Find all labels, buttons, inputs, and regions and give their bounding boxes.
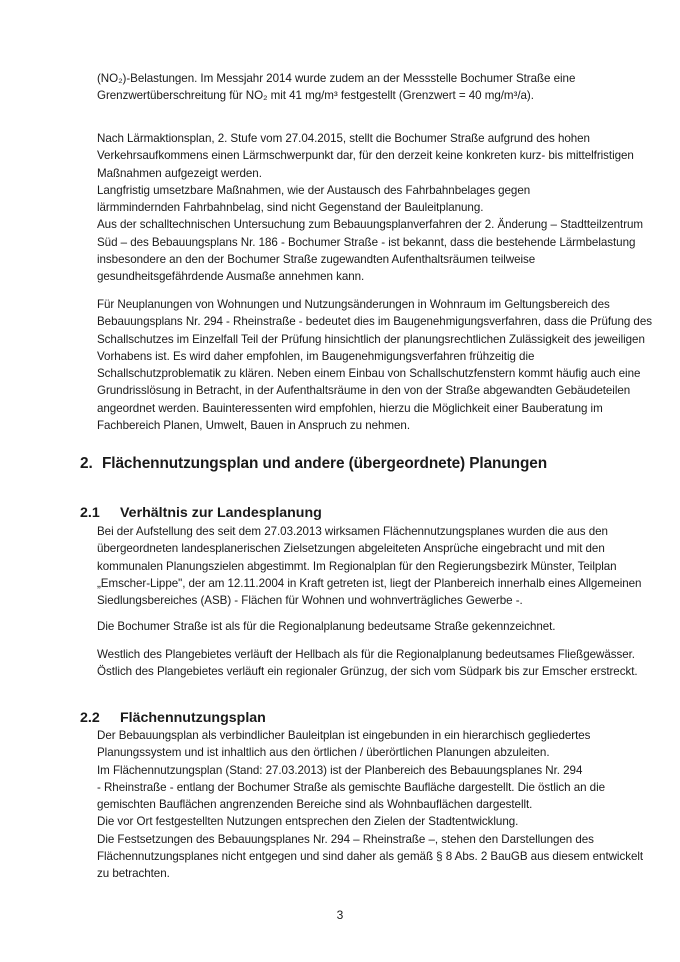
text-line: (NO₂)-Belastungen. Im Messjahr 2014 wurde zudem an der Messstelle Bochumer Straße eine	[97, 72, 576, 85]
text-line: kommunalen Planungszielen abgestimmt. Im Regionalplan für den Regierungsbezirk Münster, Teilplan	[97, 559, 617, 573]
section-2-2-title: Flächennutzungsplan	[120, 710, 266, 726]
section-2-1-number: 2.1	[80, 505, 100, 521]
text-line: angeordnet werden. Bauinteressenten wird empfohlen, hierzu die Möglichkeit einer Bauberatung im	[97, 401, 603, 415]
text-line: übergeordneten landesplanerischen Zielsetzungen abgeleiteten Ansprüche eingebracht und mit den	[97, 542, 605, 556]
flaechennutzungsplan-paragraph	[97, 727, 644, 883]
text-line: Östlich des Plangebietes verläuft ein regionaler Grünzug, der sich vom Südpark bis zur Emscher erstreckt.	[97, 665, 638, 679]
section-2-1-heading	[80, 505, 322, 521]
text-line: Maßnahmen aufgezeigt werden.	[97, 166, 262, 180]
page-number: 3	[336, 908, 344, 922]
intro-paragraph	[97, 70, 603, 105]
text-line: Schallschutzes im Einzelfall Teil der Prüfung hinsichtlich der planungsrechtlichen Zulässigkeit des jeweiligen	[97, 332, 645, 346]
text-line: Die vor Ort festgestellten Nutzungen entsprechen den Zielen der Stadtentwicklung.	[97, 815, 519, 829]
text-line: Grundrisslösung in Betracht, in der Aufenthaltsräume in den von der Straße abgewandten Gebäudeteilen	[97, 384, 631, 398]
section-2-2-heading	[80, 710, 266, 726]
text-line: Süd – des Bebauungsplans Nr. 186 - Bochumer Straße - ist bekannt, dass die bestehende Lärmbelastung	[97, 235, 636, 249]
landesplanung-paragraph-2	[97, 618, 603, 635]
text-line: Aus der schalltechnischen Untersuchung zum Bebauungsplanverfahren der 2. Änderung – Stadtteilzentrum	[97, 218, 644, 232]
text-line: insbesondere an den der Bochumer Straße zugewandten Aufenthaltsräumen teilweise	[97, 253, 536, 267]
text-line: Im Flächennutzungsplan (Stand: 27.03.2013) ist der Planbereich des Bebauungsplanes Nr. 294	[97, 763, 583, 777]
text-line: gemischten Bauflächen angrenzenden Bereiche sind als Wohnbauflächen dargestellt.	[97, 798, 533, 812]
section-2-number: 2.	[80, 455, 93, 472]
text-line: Flächennutzungsplanes nicht entgegen und sind daher als gemäß § 8 Abs. 2 BauGB aus diesem entwickelt	[97, 850, 644, 864]
text-line: gesundheitsgefährdende Ausmaße annehmen kann.	[97, 270, 365, 284]
section-2-1-title: Verhältnis zur Landesplanung	[120, 505, 322, 521]
section-2-2-number: 2.2	[80, 710, 100, 726]
text-line: zu betrachten.	[97, 867, 170, 881]
text-line: Der Bebauungsplan als verbindlicher Bauleitplan ist eingebunden in ein hierarchisch gegliedertes	[97, 729, 591, 742]
text-line: Grenzwertüberschreitung für NO₂ mit 41 mg/m³ festgestellt (Grenzwert = 40 mg/m³/a).	[97, 89, 534, 103]
text-line: Vorhabens ist. Es wird daher empfohlen, im Baugenehmigungsverfahren frühzeitig die	[97, 349, 535, 363]
laermaktionsplan-paragraph	[97, 130, 644, 286]
text-line: Nach Lärmaktionsplan, 2. Stufe vom 27.04.2015, stellt die Bochumer Straße aufgrund des hohen	[97, 132, 590, 145]
text-line: Langfristig umsetzbare Maßnahmen, wie der Austausch des Fahrbahnbelages gegen	[97, 183, 531, 197]
section-2-title: Flächennutzungsplan und andere (übergeordnete) Planungen	[102, 455, 548, 472]
text-line: Schallschutzproblematik zu klären. Neben einem Einbau von Schallschutzfenstern kommt häufig auch eine	[97, 367, 641, 381]
text-line: Die Festsetzungen des Bebauungsplanes Nr. 294 – Rheinstraße –, stehen den Darstellungen des	[97, 832, 594, 846]
section-2-heading	[80, 455, 547, 473]
text-line: Westlich des Plangebietes verläuft der Hellbach als für die Regionalplanung bedeutsames Fließgewässer.	[97, 648, 635, 661]
text-line: Die Bochumer Straße ist als für die Regionalplanung bedeutsame Straße gekennzeichnet.	[97, 620, 556, 633]
text-line: lärmmindernden Fahrbahnbelag, sind nicht Gegenstand der Bauleitplanung.	[97, 201, 484, 215]
text-line: - Rheinstraße - entlang der Bochumer Straße als gemischte Baufläche dargestellt. Die östlich an die	[97, 780, 606, 794]
text-line: Planungssystem und ist inhaltlich aus den örtlichen / überörtlichen Planungen abzuleiten.	[97, 746, 550, 760]
text-line: Für Neuplanungen von Wohnungen und Nutzungsänderungen in Wohnraum im Geltungsbereich des	[97, 298, 610, 311]
text-line: Fachbereich Planen, Umwelt, Bauen in Anspruch zu nehmen.	[97, 419, 410, 433]
neuplanung-paragraph	[97, 296, 652, 434]
text-line: Siedlungsbereiches (ASB) - Flächen für Wohnen und wohnverträgliches Gewerbe -.	[97, 594, 523, 608]
text-line: Bei der Aufstellung des seit dem 27.03.2013 wirksamen Flächennutzungsplanes wurden die aus den	[97, 525, 608, 538]
landesplanung-paragraph-1	[97, 523, 642, 609]
text-line: Bebauungsplans Nr. 294 - Rheinstraße - bedeutet dies im Baugenehmigungsverfahren, dass die Prüfung des	[97, 315, 652, 329]
landesplanung-paragraph-3	[97, 646, 638, 681]
text-line: „Emscher-Lippe", der am 12.11.2004 in Kraft getreten ist, liegt der Planbereich innerhalb eines Allgemeinen	[97, 576, 642, 590]
text-line: Verkehrsaufkommens einen Lärmschwerpunkt dar, für den derzeit keine konkreten kurz- bis mittelfristigen	[97, 149, 634, 163]
